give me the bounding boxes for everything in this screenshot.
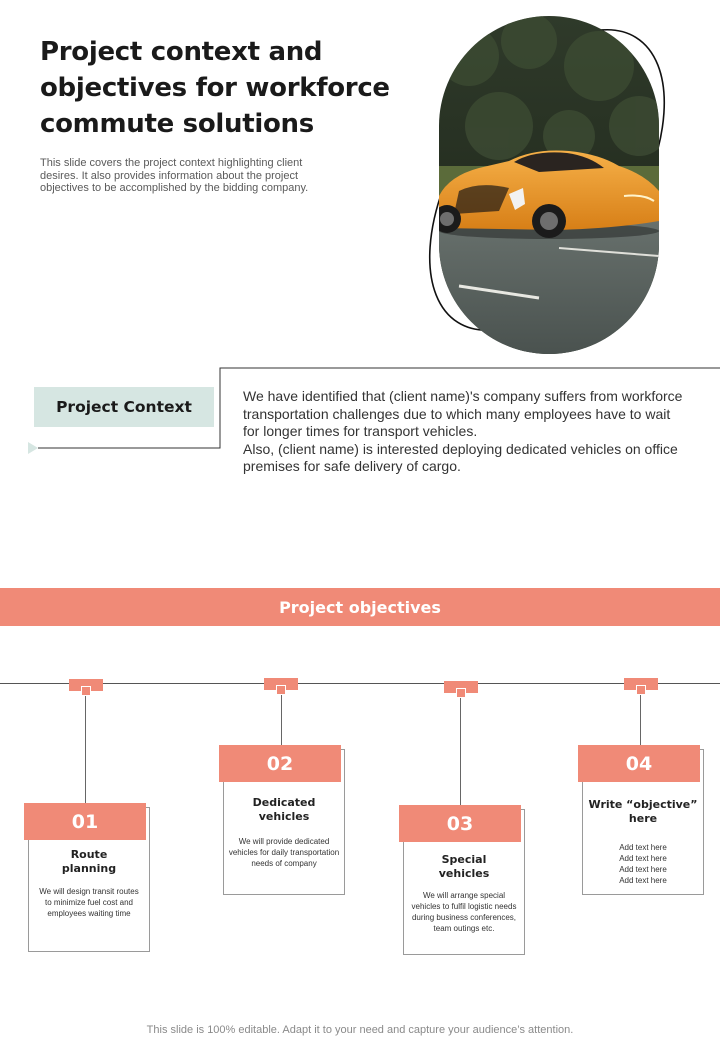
page-subtitle: This slide covers the project context highlighting client desires. It also provides information about the project objectives to be accomplished by the bidding company. xyxy=(40,157,309,194)
title-line: objectives for workforce xyxy=(40,73,390,103)
objective-card xyxy=(223,749,345,895)
title-line: Project context and xyxy=(40,37,323,67)
context-text xyxy=(243,388,683,476)
objective-card xyxy=(28,807,150,952)
context-label: Project Context xyxy=(34,387,214,427)
objectives-heading: Project objectives xyxy=(0,588,720,626)
objective-body: We will design transit routes to minimize fuel cost and employees waiting time xyxy=(39,887,139,918)
objective-body: We will arrange special vehicles to fulfil logistic needs during business conferences, team outings etc. xyxy=(411,891,517,933)
context-paragraph: We have identified that (client name)'s company suffers from workforce transportation challenges due to which many employees have to wait for longer times for transport vehicles. xyxy=(243,388,683,440)
placeholder-line: Add text here xyxy=(619,865,667,874)
context-paragraph: Also, (client name) is interested deploying dedicated vehicles on office premises for safe delivery of cargo. xyxy=(243,440,678,475)
objective-title: Write “objective” here xyxy=(588,798,698,825)
timeline-line xyxy=(0,683,720,684)
page-title xyxy=(40,34,420,142)
objective-title: Route planning xyxy=(61,848,117,875)
placeholder-line: Add text here xyxy=(619,876,667,885)
placeholder-line: Add text here xyxy=(619,843,667,852)
objective-number: 02 xyxy=(219,745,341,782)
objective-body xyxy=(589,842,697,886)
objective-number: 03 xyxy=(399,805,521,842)
hero-image xyxy=(439,16,659,354)
objective-body: We will provide dedicated vehicles for daily transportation needs of company xyxy=(228,837,340,868)
title-line: commute solutions xyxy=(40,109,314,139)
objective-number: 01 xyxy=(24,803,146,840)
footer-note: This slide is 100% editable. Adapt it to your need and capture your audience’s attention. xyxy=(146,1024,574,1036)
objective-number: 04 xyxy=(578,745,700,782)
objective-card xyxy=(403,809,525,955)
objective-card xyxy=(582,749,704,895)
placeholder-line: Add text here xyxy=(619,854,667,863)
objective-title: Dedicated vehicles xyxy=(252,796,316,823)
objective-title: Special vehicles xyxy=(438,853,490,880)
